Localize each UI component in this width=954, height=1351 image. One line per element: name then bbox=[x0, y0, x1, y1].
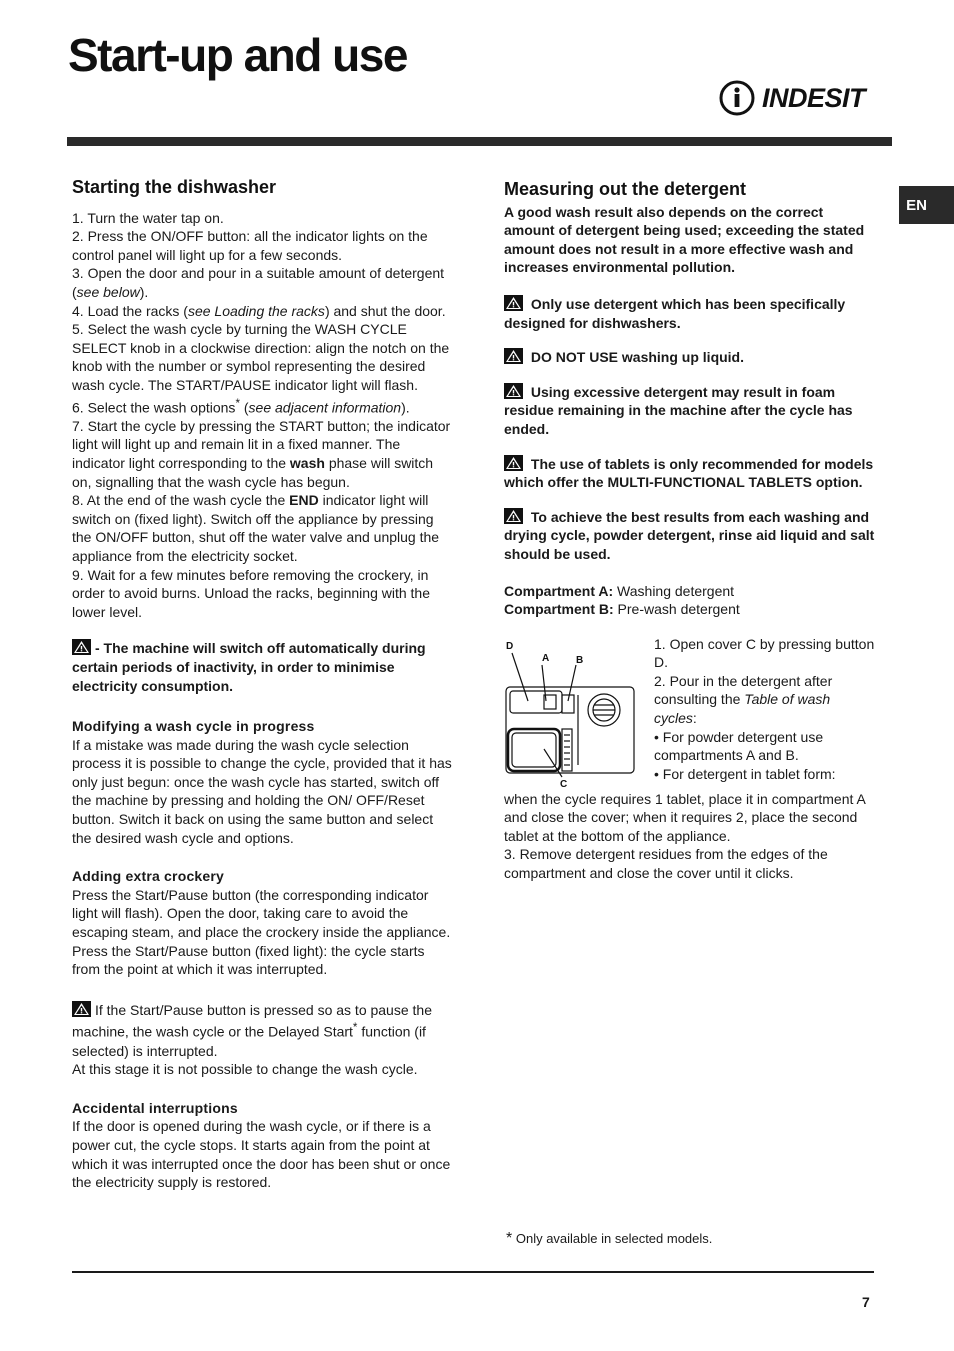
footer-rule bbox=[72, 1271, 874, 1273]
instruction-2-ref: Table of wash cycles bbox=[654, 691, 831, 727]
warning-1-text: Only use detergent which has been specifically designed for dishwashers. bbox=[504, 295, 846, 331]
auto-off-text: - The machine will switch off automatically during certain periods of inactivity, in order to minimise electricity consumption. bbox=[72, 640, 426, 694]
step-8 bbox=[72, 491, 452, 565]
header-rule bbox=[67, 137, 892, 146]
warning-icon bbox=[504, 295, 523, 311]
dispenser-instructions bbox=[654, 635, 876, 784]
step-8-end: indicator light will switch on (fixed light). Switch off the appliance by pressing the ON/OFF button, shut off the water valve and unplug the appliance from the electricity socket. bbox=[72, 492, 440, 564]
detergent-dispenser-diagram bbox=[504, 635, 644, 790]
instruction-2-end: : bbox=[692, 710, 697, 727]
pause-warning-note: At this stage it is not possible to change the wash cycle. bbox=[72, 1061, 418, 1078]
right-column bbox=[504, 180, 876, 883]
step-6-ref: see adjacent information bbox=[248, 399, 402, 416]
step-6 bbox=[72, 395, 452, 417]
starting-heading: Starting the dishwasher bbox=[72, 177, 277, 197]
step-3-text: 3. Open the door and pour in a suitable amount of detergent ( bbox=[72, 265, 445, 300]
modify-text: If a mistake was made during the wash cycle selection process it is possible to change the cycle, provided that it has only just begun: once the wash cycle has started, switch off the machine by pressing and holding the ON/ OFF/Reset button. Switch it back on using the same button and select the desired wash cycle and options. bbox=[72, 736, 452, 846]
warning-icon bbox=[504, 348, 523, 364]
footnote bbox=[506, 1230, 712, 1248]
step-7 bbox=[72, 417, 452, 491]
step-4-end: ) and shut the door. bbox=[324, 302, 446, 319]
step-3-ref: see below bbox=[76, 283, 140, 300]
step-2: 2. Press the ON/OFF button: all the indicator lights on the control panel will light up for a few seconds. bbox=[72, 228, 428, 263]
steps-list bbox=[72, 209, 452, 622]
brand-name: INDESIT bbox=[762, 82, 866, 113]
instruction-tablet: • For detergent in tablet form: bbox=[654, 765, 836, 782]
step-7-bold: wash bbox=[289, 454, 325, 471]
step-6-star: * bbox=[235, 396, 240, 410]
language-tab: EN bbox=[899, 186, 954, 224]
step-7-end: phase will switch on, signalling that the wash cycle has begun. bbox=[72, 454, 434, 490]
instruction-1: 1. Open cover C by pressing button D. bbox=[654, 635, 875, 671]
step-6-paren: ( bbox=[239, 399, 249, 416]
detergent-warning-4 bbox=[504, 455, 876, 492]
detergent-heading: Measuring out the detergent bbox=[504, 179, 747, 199]
extra-text: Press the Start/Pause button (the corresponding indicator light will flash). Open the door, taking care to avoid the escaping steam, and place the crockery inside the appliance. Press the Start/Pause button (fixed light): the cycle starts from the point at which it was interrupted. bbox=[72, 886, 451, 978]
label-c: C bbox=[560, 778, 568, 790]
step-4-ref: see Loading the racks bbox=[187, 302, 325, 319]
detergent-warning-2 bbox=[504, 348, 876, 367]
label-a: A bbox=[542, 652, 550, 664]
accidental-heading: Accidental interruptions bbox=[72, 1099, 238, 1116]
step-6-end: ). bbox=[401, 399, 410, 416]
detergent-warning-1 bbox=[504, 295, 876, 332]
compartment-b-text: Pre-wash detergent bbox=[613, 601, 740, 618]
step-3 bbox=[72, 264, 452, 301]
step-4-text: 4. Load the racks ( bbox=[72, 302, 188, 319]
instruction-tablet-detail: when the cycle requires 1 tablet, place it in compartment A and close the cover; when it requires 2, place the second tablet at the bottom of the appliance. bbox=[504, 790, 866, 844]
compartment-a-text: Washing detergent bbox=[613, 582, 735, 599]
accidental-text: If the door is opened during the wash cycle, or if there is a power cut, the cycle stops. It starts again from the point at which it was interrupted once the door has been shut or once the electricity supply is restored. bbox=[72, 1118, 451, 1191]
warning-icon bbox=[72, 639, 91, 655]
step-8-text: 8. At the end of the wash cycle the bbox=[72, 492, 290, 509]
brand-logo bbox=[718, 80, 865, 116]
compartment-b-label: Compartment B: bbox=[504, 601, 614, 618]
warning-icon bbox=[504, 383, 523, 399]
detergent-warning-5 bbox=[504, 508, 876, 564]
step-3-end: ). bbox=[139, 283, 149, 300]
indesit-i-icon bbox=[718, 80, 756, 116]
instruction-2 bbox=[654, 672, 876, 728]
pause-warning-text-2: function (if selected) is interrupted. bbox=[72, 1024, 426, 1059]
warning-icon bbox=[72, 1001, 91, 1017]
footnote-star: * bbox=[506, 1230, 513, 1247]
footnote-text: Only available in selected models. bbox=[512, 1231, 713, 1246]
label-b: B bbox=[576, 654, 584, 666]
compartment-a bbox=[504, 582, 876, 601]
warning-4-text: The use of tablets is only recommended for models which offer the MULTI-FUNCTIONAL TABLETS option. bbox=[504, 455, 874, 491]
warning-icon bbox=[504, 455, 523, 471]
instruction-2-text: 2. Pour in the detergent after consulting the bbox=[654, 672, 833, 708]
pause-warning-text: If the Start/Pause button is pressed so as to pause the machine, the wash cycle or the Delayed Start bbox=[72, 1001, 432, 1041]
compartment-a-label: Compartment A: bbox=[504, 582, 614, 599]
pause-warning-star: * bbox=[352, 1021, 358, 1035]
instruction-3: 3. Remove detergent residues from the edges of the compartment and close the cover until it clicks. bbox=[504, 846, 828, 882]
pause-warning bbox=[72, 1001, 452, 1060]
extra-heading: Adding extra crockery bbox=[72, 868, 225, 885]
page-title: Start-up and use bbox=[68, 29, 407, 81]
step-7-text: 7. Start the cycle by pressing the START button; the indicator light will light up and remain lit in a fixed manner. The indicator light corresponding to the bbox=[72, 417, 451, 471]
step-1: 1. Turn the water tap on. bbox=[72, 209, 224, 226]
warning-2-text: DO NOT USE washing up liquid. bbox=[530, 349, 745, 366]
modify-heading: Modifying a wash cycle in progress bbox=[72, 718, 315, 735]
warning-3-text: Using excessive detergent may result in foam residue remaining in the machine after the cycle has ended. bbox=[504, 383, 853, 437]
step-5: 5. Select the wash cycle by turning the WASH CYCLE SELECT knob in a clockwise direction: align the notch on the knob with the number or symbol representing the desired wash cycle. The START/PAUSE indicator light will flash. bbox=[72, 321, 450, 393]
dispenser-section bbox=[504, 635, 876, 790]
warning-5-text: To achieve the best results from each washing and drying cycle, powder detergent, rinse aid liquid and salt should be used. bbox=[504, 508, 875, 562]
left-column bbox=[72, 178, 452, 1192]
auto-off-warning bbox=[72, 639, 452, 695]
step-6-text: 6. Select the wash options bbox=[72, 399, 236, 416]
step-9: 9. Wait for a few minutes before removing the crockery, in order to avoid burns. Unload the racks, beginning with the lower level. bbox=[72, 566, 430, 620]
detergent-warning-3 bbox=[504, 383, 876, 439]
instruction-powder: • For powder detergent use compartments A and B. bbox=[654, 728, 824, 764]
compartment-b bbox=[504, 600, 876, 619]
label-d: D bbox=[506, 640, 514, 652]
detergent-intro: A good wash result also depends on the correct amount of detergent being used; exceeding the stated amount does not result in a more effective wash and increases environmental pollution. bbox=[504, 203, 865, 276]
page-number: 7 bbox=[862, 1294, 870, 1310]
step-8-bold: END bbox=[289, 492, 319, 509]
warning-icon bbox=[504, 508, 523, 524]
step-4 bbox=[72, 302, 452, 321]
